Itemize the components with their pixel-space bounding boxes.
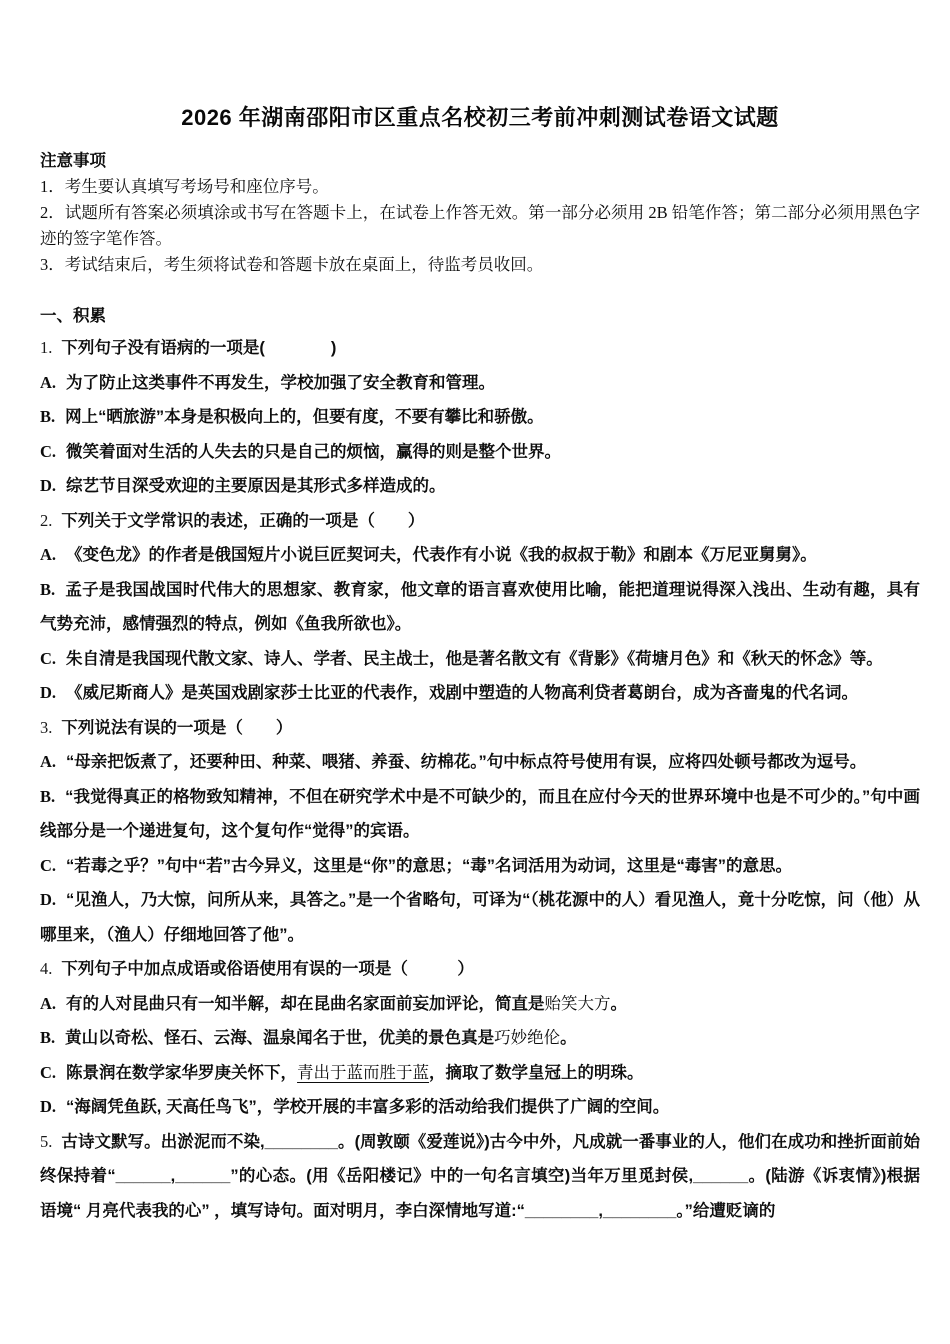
question-1 (40, 331, 920, 504)
option-label: D. (40, 890, 57, 909)
option-c (40, 849, 920, 884)
option-text: “母亲把饭煮了，还要种田、种菜、喂猪、养蚕、纺棉花。”句中标点符号使用有误，应将四处顿号都改为逗号。 (66, 753, 867, 771)
question-number: 3. (40, 717, 53, 737)
question-number: 2. (40, 510, 53, 530)
page-title: 2026 年湖南邵阳市区重点名校初三考前冲刺测试卷语文试题 (181, 105, 779, 130)
option-text: “我觉得真正的格物致知精神，不但在研究学术中是不可缺少的，而且在应付今天的世界环境中也是不可少的。”句中画线部分是一个递进复句，这个复句作“觉得”的宾语。 (40, 787, 920, 840)
underlined-phrase: 青出于蓝而胜于蓝 (297, 1062, 430, 1082)
question-stem (40, 331, 920, 366)
option-text: 为了防止这类事件不再发生，学校加强了安全教育和管理。 (66, 373, 496, 392)
option-c (40, 435, 920, 470)
option-text: 综艺节目深受欢迎的主要原因是其形式多样造成的。 (66, 477, 446, 495)
question-stem-text: 下列说法有误的一项是（ ） (61, 718, 293, 737)
option-label: D. (40, 1097, 57, 1116)
option-label: C. (40, 648, 57, 668)
notes-header: 注意事项 (40, 151, 106, 170)
question-number: 1. (40, 338, 53, 357)
question-4 (40, 952, 920, 1125)
option-label: D. (40, 476, 57, 495)
section-header: 一、积累 (40, 307, 106, 325)
option-text: 朱自清是我国现代散文家、诗人、学者、民主战士，他是著名散文有《背影》《荷塘月色》和《秋天的怀念》等。 (66, 649, 883, 668)
question-stem (40, 1125, 920, 1229)
question-3 (40, 711, 920, 953)
option-text: 孟子是我国战国时代伟大的思想家、教育家，他文章的语言喜欢使用比喻，能把道理说得深入浅出、生动有趣，具有气势充沛，感情强烈的特点，例如《鱼我所欲也》。 (40, 580, 920, 633)
option-label: B. (40, 579, 56, 599)
question-stem (40, 952, 920, 987)
note-item: 3．考试结束后，考生须将试卷和答题卡放在桌面上，待监考员收回。 (40, 255, 544, 274)
question-stem-text: 下列关于文学常识的表述，正确的一项是（ ） (61, 511, 425, 530)
option-text: “海阔凭鱼跃, 天高任鸟飞”，学校开展的丰富多彩的活动给我们提供了广阔的空间。 (66, 1098, 670, 1116)
option-text: 网上“晒旅游”本身是积极向上的，但要有度，不要有攀比和骄傲。 (65, 408, 544, 426)
option-label: B. (40, 1028, 56, 1047)
option-a (40, 987, 920, 1022)
option-label: B. (40, 786, 56, 806)
option-c (40, 642, 920, 677)
question-stem (40, 504, 920, 539)
question-2 (40, 504, 920, 711)
option-text: 《变色龙》的作者是俄国短片小说巨匠契诃夫，代表作有小说《我的叔叔于勒》和剧本《万尼亚舅舅》。 (66, 546, 817, 564)
question-stem-text: 下列句子没有语病的一项是( ) (61, 339, 337, 357)
notes-section (40, 148, 920, 278)
question-number: 4. (40, 959, 53, 978)
option-text: 《威尼斯商人》是英国戏剧家莎士比亚的代表作，戏剧中塑造的人物高利贷者葛朗台，成为吝啬鬼的代名词。 (66, 684, 859, 702)
option-label: C. (40, 441, 57, 461)
option-label: B. (40, 407, 56, 426)
note-item: 1．考生要认真填写考场号和座位序号。 (40, 177, 329, 196)
note-item: 2．试题所有答案必须填涂或书写在答题卡上，在试卷上作答无效。第一部分必须用 2B 铅笔作答；第二部分必须用黑色字迹的签字笔作答。 (40, 203, 920, 248)
option-a (40, 745, 920, 780)
option-label: D. (40, 683, 57, 702)
option-text: “见渔人，乃大惊，问所从来，具答之。”是一个省略句，可译为“（桃花源中的人）看见渔人，竟十分吃惊，问（他）从哪里来，（渔人）仔细地回答了他”。 (40, 891, 920, 944)
exam-body (40, 301, 920, 1228)
emphasized-idiom: 贻笑大方 (544, 993, 611, 1013)
option-c (40, 1056, 920, 1091)
option-text-pre: 有的人对昆曲只有一知半解，却在昆曲名家面前妄加评论，简直是 (66, 994, 545, 1013)
option-text: 微笑着面对生活的人失去的只是自己的烦恼，赢得的则是整个世界。 (66, 442, 562, 461)
option-d (40, 469, 920, 504)
option-a (40, 538, 920, 573)
option-label: A. (40, 545, 57, 564)
option-b (40, 780, 920, 849)
option-text-post: ，摘取了数学皇冠上的明珠。 (429, 1063, 644, 1082)
option-a (40, 366, 920, 401)
question-stem (40, 711, 920, 746)
option-label: A. (40, 372, 57, 392)
option-text-post: 。 (560, 1029, 577, 1047)
option-b (40, 400, 920, 435)
option-text-post: 。 (610, 994, 628, 1013)
option-b (40, 1021, 920, 1056)
option-d (40, 676, 920, 711)
question-stem-text: 古诗文默写。出淤泥而不染,________。(周敦颐《爱莲说》)古今中外，凡成就一番事业的人，他们在成功和挫折面前始终保持着“______,______”的心态。(用《岳阳楼记》中的一句名言填空)当年万里觅封侯,______。(陆游《诉衷情》)根据语境“ 月亮代表我的心” ，填写诗句。面对明月，李白深情地写道:“________,________。”给遭贬谪的 (40, 1132, 920, 1220)
question-stem-text: 下列句子中加点成语或俗语使用有误的一项是（ ） (61, 960, 474, 978)
option-b (40, 573, 920, 642)
option-label: C. (40, 1062, 57, 1082)
option-d (40, 1090, 920, 1125)
option-label: A. (40, 993, 57, 1013)
option-d (40, 883, 920, 952)
option-label: A. (40, 752, 57, 771)
option-label: C. (40, 855, 57, 875)
option-text-pre: 黄山以奇松、怪石、云海、温泉闻名于世，优美的景色真是 (65, 1029, 495, 1047)
option-text-pre: 陈景润在数学家华罗庚关怀下， (66, 1063, 298, 1082)
question-5 (40, 1125, 920, 1229)
option-text: “若毒之乎？”句中“若”古今异义，这里是“你”的意思；“毒”名词活用为动词，这里是“毒害”的意思。 (66, 856, 793, 875)
question-number: 5. (40, 1131, 53, 1151)
emphasized-idiom: 巧妙绝伦 (494, 1028, 561, 1047)
